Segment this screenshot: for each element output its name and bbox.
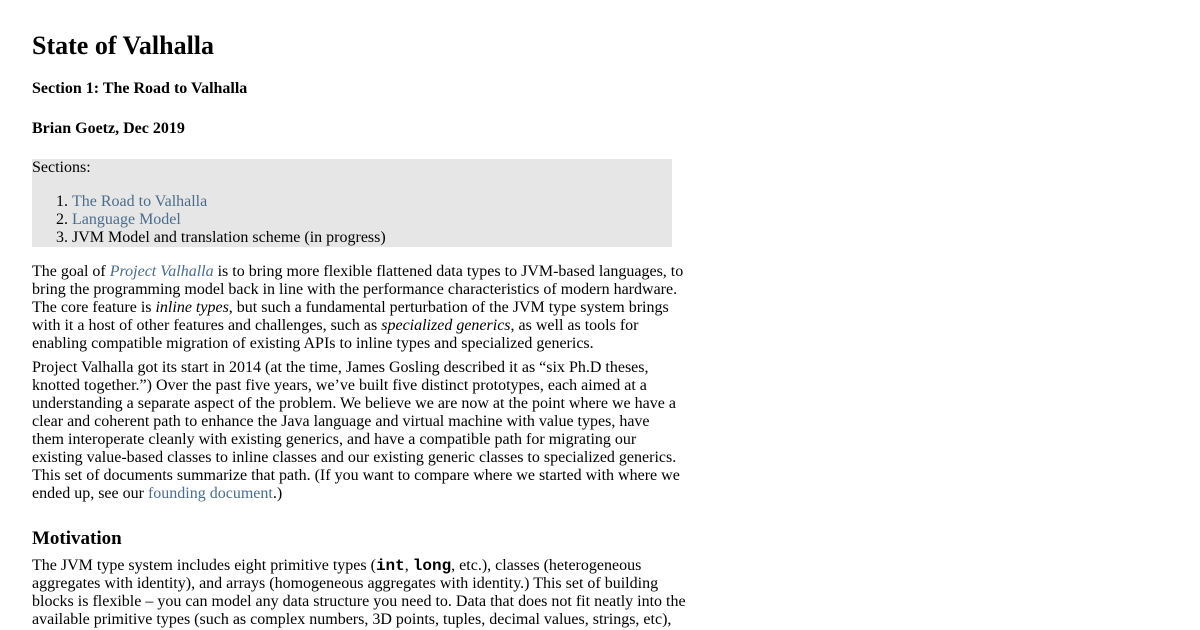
paragraph-line: available primitive types (such as complex numbers, 3D points, tuples, decimal values, strings, etc), [32, 611, 672, 628]
section-subtitle: Section 1: The Road to Valhalla [32, 80, 248, 97]
author-date-line: Brian Goetz, Dec 2019 [32, 120, 185, 137]
paragraph-line: This set of documents summarize that path. (If you want to compare where we started with where we [32, 467, 680, 484]
code-long: long [412, 557, 452, 575]
paragraph-line [32, 557, 672, 575]
text-run: The JVM type system includes eight primitive types ( [32, 557, 376, 574]
text-run: , etc.), classes (heterogeneous [451, 557, 642, 574]
paragraph-line: enabling compatible migration of existing APIs to inline types and specialized generics. [32, 335, 594, 352]
motivation-paragraph [32, 557, 686, 629]
history-paragraph [32, 359, 680, 503]
text-run: .) [272, 485, 283, 502]
paragraph-line: Project Valhalla got its start in 2014 (at the time, James Gosling described it as “six Ph.D theses, [32, 359, 649, 376]
toc-item-number: 3. [56, 229, 68, 246]
emphasis-inline-types: inline types [155, 299, 229, 316]
page-title: State of Valhalla [32, 31, 215, 60]
text-run: with it a host of other features and challenges, such as [32, 317, 382, 334]
table-of-contents [32, 159, 672, 247]
text-run: ended up, see our [32, 485, 148, 502]
paragraph-line: aggregates with identity), and arrays (homogeneous aggregates with identity.) This set of building [32, 575, 659, 592]
emphasis-specialized-generics: specialized generics [381, 317, 511, 334]
code-int: int [375, 557, 405, 575]
toc-item-jvm-model: JVM Model and translation scheme (in progress) [72, 229, 386, 246]
paragraph-line: blocks is flexible – you can model any data structure you need to. Data that does not fit neatly into the [32, 593, 686, 610]
toc-list [32, 193, 386, 247]
toc-link-language-model[interactable]: Language Model [72, 211, 181, 228]
toc-heading: Sections: [32, 159, 91, 176]
toc-link-road-to-valhalla[interactable]: The Road to Valhalla [72, 193, 208, 210]
paragraph-line [32, 317, 672, 335]
text-run: , [404, 557, 413, 574]
paragraph-line: existing value-based classes to inline classes and our existing generic classes to specialized generics. [32, 449, 677, 466]
text-run: is to bring more flexible flattened data types to JVM-based languages, to [213, 263, 684, 280]
toc-item-number: 2. [56, 211, 68, 228]
motivation-heading: Motivation [32, 528, 122, 549]
paragraph-line [32, 299, 672, 317]
text-run: The core feature is [32, 299, 156, 316]
toc-item [32, 229, 386, 247]
founding-document-link[interactable]: founding document [147, 485, 273, 502]
project-valhalla-link[interactable]: Project Valhalla [109, 263, 214, 280]
toc-item[interactable] [32, 211, 386, 229]
paragraph-line [32, 485, 672, 503]
text-run: , as well as tools for [510, 317, 639, 334]
paragraph-line: bring the programming model back in line with the performance characteristics of modern hardware. [32, 281, 678, 298]
paragraph-line: clear and coherent path to enhance the Java language and virtual machine with value types, have [32, 413, 650, 430]
paragraph-line [32, 263, 684, 281]
text-run: The goal of [32, 263, 110, 280]
paragraph-line: knotted together.”) Over the past five years, we’ve built five distinct prototypes, each aimed at a [32, 377, 647, 394]
toc-item[interactable] [32, 193, 386, 211]
intro-paragraph [32, 263, 684, 353]
paragraph-line: understanding a separate aspect of the problem. We believe we are now at the point where we have a [32, 395, 676, 412]
paragraph-line: them interoperate cleanly with existing generics, and have a compatible path for migrating our [32, 431, 637, 448]
text-run: , but such a fundamental perturbation of the JVM type system brings [228, 299, 669, 316]
toc-item-number: 1. [56, 193, 68, 210]
